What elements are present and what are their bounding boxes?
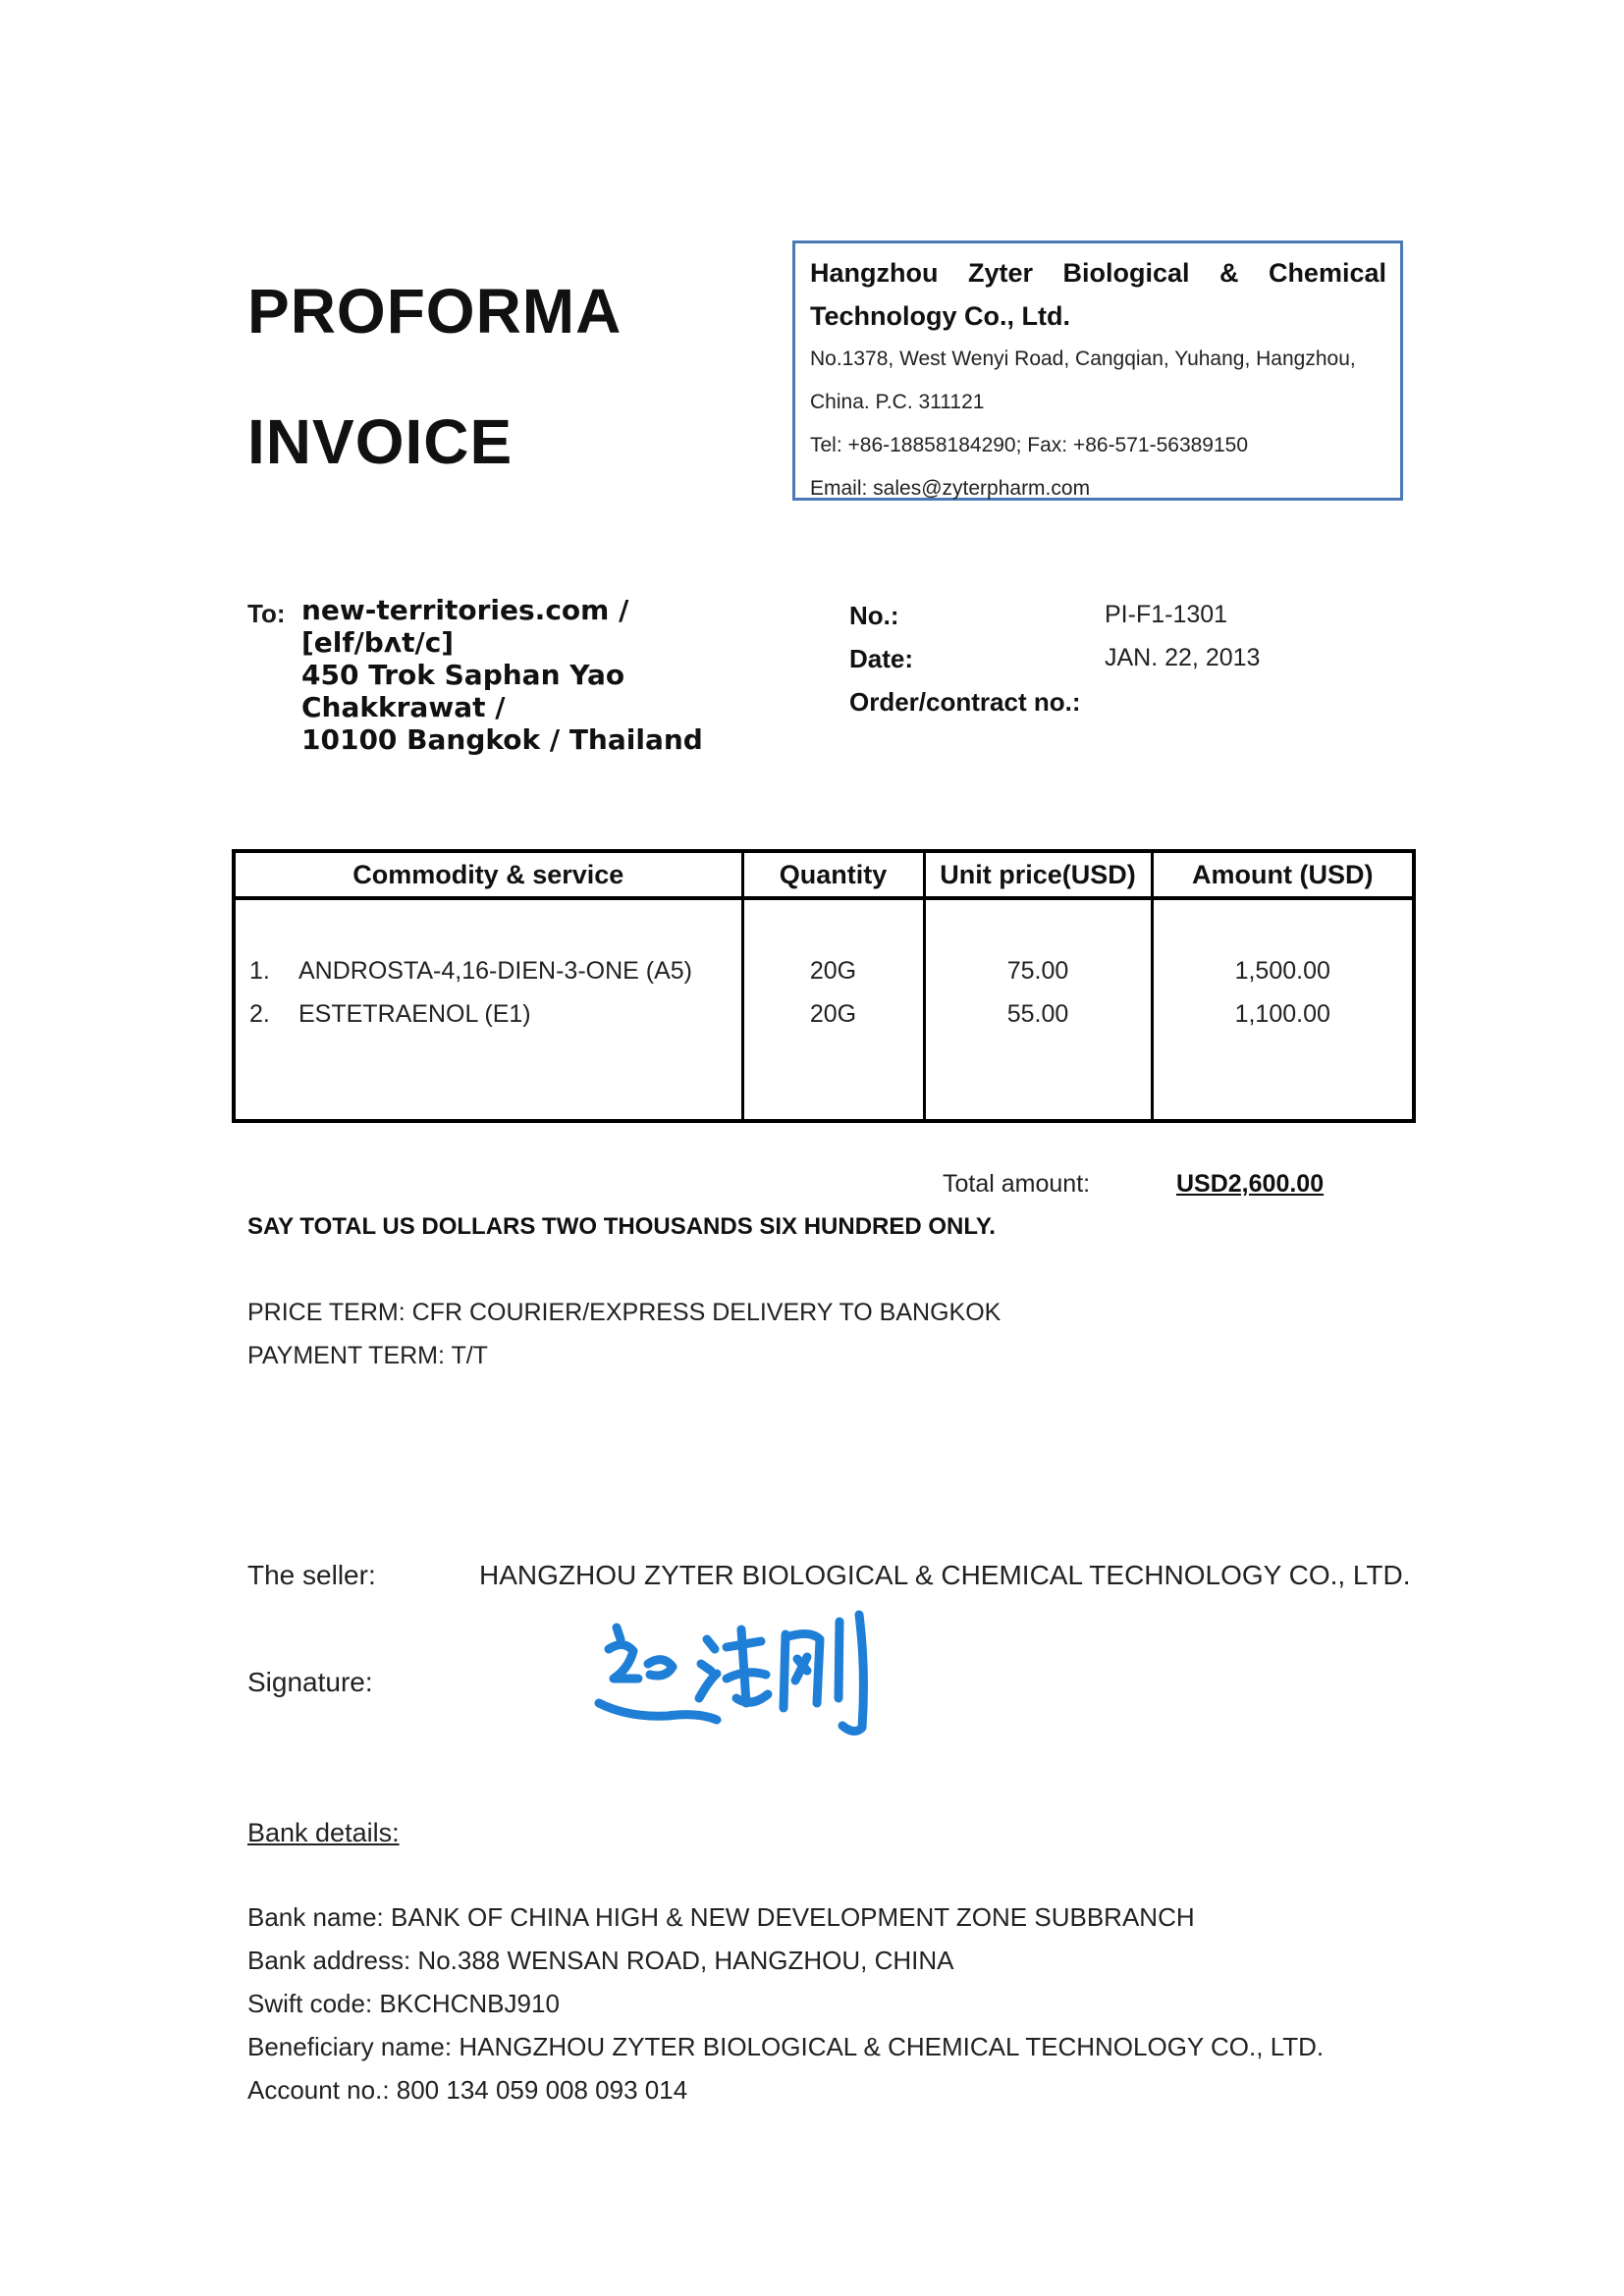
seller-label: The seller: xyxy=(247,1560,376,1590)
say-total-text: SAY TOTAL US DOLLARS TWO THOUSANDS SIX HUNDRED ONLY. xyxy=(247,1213,996,1240)
bank-address: Bank address: No.388 WENSAN ROAD, HANGZHOU, CHINA xyxy=(247,1946,954,1975)
signature-stroke xyxy=(617,1628,621,1639)
company-contact: Tel: +86-18858184290; Fax: +86-571-56389150 xyxy=(810,434,1249,456)
table-header-row xyxy=(234,851,1414,898)
order-contract-label: Order/contract no.: xyxy=(849,687,1081,717)
signature-stroke xyxy=(784,1633,820,1708)
row-quantity: 20G xyxy=(809,957,857,985)
header-quantity: Quantity xyxy=(742,851,924,898)
beneficiary-name: Beneficiary name: HANGZHOU ZYTER BIOLOGICAL & CHEMICAL TECHNOLOGY CO., LTD. xyxy=(247,2032,1325,2061)
signature-stroke xyxy=(609,1644,638,1679)
header-commodity: Commodity & service xyxy=(234,851,742,898)
recipient-line: 450 Trok Saphan Yao xyxy=(301,659,625,691)
signature-stroke xyxy=(699,1639,717,1698)
row-unit-price: 75.00 xyxy=(1006,957,1069,985)
company-info-box xyxy=(792,240,1403,501)
document-title-line1: PROFORMA xyxy=(247,276,623,347)
date-label: Date: xyxy=(849,644,914,673)
document-title-line2: INVOICE xyxy=(247,406,514,477)
header-unit-price: Unit price(USD) xyxy=(924,851,1152,898)
company-email: Email: sales@zyterpharm.com xyxy=(810,477,1091,500)
company-name: Hangzhou Zyter Biological & Chemical Technology Co., Ltd. xyxy=(810,258,1386,331)
row-item: ANDROSTA-4,16-DIEN-3-ONE (A5) xyxy=(298,957,692,985)
signature-stroke xyxy=(599,1703,717,1720)
recipient-line: Chakkrawat / xyxy=(301,691,506,723)
seller-value: HANGZHOU ZYTER BIOLOGICAL & CHEMICAL TECHNOLOGY CO., LTD. xyxy=(479,1560,1411,1590)
invoice-number-value: PI-F1-1301 xyxy=(1105,601,1228,628)
table-row xyxy=(249,949,741,992)
table-row xyxy=(249,992,741,1036)
invoice-number-label: No.: xyxy=(849,601,899,630)
company-address-line1: No.1378, West Wenyi Road, Cangqian, Yuhang, Hangzhou, xyxy=(810,347,1356,370)
bank-name: Bank name: BANK OF CHINA HIGH & NEW DEVELOPMENT ZONE SUBBRANCH xyxy=(247,1902,1195,1932)
signature-stroke xyxy=(648,1660,673,1676)
table-body xyxy=(234,898,1414,1121)
row-amount: 1,100.00 xyxy=(1234,1000,1330,1028)
row-amount: 1,500.00 xyxy=(1234,957,1330,985)
signature-label: Signature: xyxy=(247,1667,373,1697)
recipient-address xyxy=(301,594,703,756)
header-amount: Amount (USD) xyxy=(1152,851,1414,898)
company-address-line2: China. P.C. 311121 xyxy=(810,391,985,413)
payment-term: PAYMENT TERM: T/T xyxy=(247,1342,488,1369)
signature-stroke xyxy=(839,1615,863,1732)
total-amount-label: Total amount: xyxy=(943,1170,1091,1198)
recipient-line: 10100 Bangkok / Thailand xyxy=(301,723,703,756)
account-number: Account no.: 800 134 059 008 093 014 xyxy=(247,2075,688,2105)
items-table xyxy=(232,849,1416,1123)
row-index: 2. xyxy=(249,1000,270,1028)
bank-details-heading: Bank details: xyxy=(247,1818,400,1847)
row-item: ESTETRAENOL (E1) xyxy=(298,1000,531,1028)
recipient-line: [elf/bʌt/c] xyxy=(301,626,455,659)
price-term: PRICE TERM: CFR COURIER/EXPRESS DELIVERY TO BANGKOK xyxy=(247,1299,1001,1326)
signature-stroke xyxy=(727,1629,768,1703)
signature-image xyxy=(589,1610,893,1747)
swift-code: Swift code: BKCHCNBJ910 xyxy=(247,1989,560,2018)
row-unit-price: 55.00 xyxy=(1006,1000,1069,1028)
row-index: 1. xyxy=(249,957,270,985)
recipient-line: new-territories.com / xyxy=(301,594,629,626)
date-value: JAN. 22, 2013 xyxy=(1105,644,1261,671)
total-amount-value: USD2,600.00 xyxy=(1176,1170,1325,1198)
to-label: To: xyxy=(247,599,286,628)
row-quantity: 20G xyxy=(809,1000,857,1028)
